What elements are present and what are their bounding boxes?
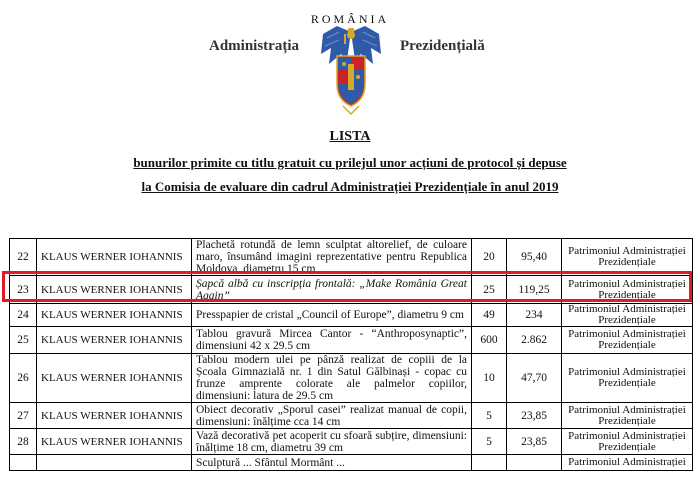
item-destination: Patrimoniul Administrației Prezidențiale xyxy=(562,304,693,327)
item-destination: Patrimoniul Administrației Prezidențiale xyxy=(562,239,693,276)
item-quantity: 5 xyxy=(472,403,507,429)
item-value xyxy=(507,455,562,471)
document-subtitle-line1: bunurilor primite cu titlu gratuit cu prilejul unor acțiuni de protocol și depuse xyxy=(133,155,567,170)
table-row xyxy=(10,403,693,429)
row-number: 25 xyxy=(10,327,37,354)
recipient-name: KLAUS WERNER IOHANNIS xyxy=(37,327,192,354)
row-number: 23 xyxy=(10,276,37,304)
item-description: Sculptură ... Sfântul Mormânt ... xyxy=(192,455,472,471)
item-value: 95,40 xyxy=(507,239,562,276)
item-destination: Patrimoniul Administrației Prezidențiale xyxy=(562,276,693,304)
item-destination: Patrimoniul Administrației xyxy=(562,455,693,471)
item-quantity: 49 xyxy=(472,304,507,327)
table-row xyxy=(10,354,693,403)
table-row xyxy=(10,304,693,327)
institution-name-right: Prezidențială xyxy=(400,38,485,54)
item-description: Tablou gravură Mircea Cantor - “Anthroposynaptic”, dimensiuni 42 x 29.5 cm xyxy=(192,327,472,354)
row-number: 22 xyxy=(10,239,37,276)
country-name: ROMÂNIA xyxy=(310,12,390,26)
coat-of-arms-icon xyxy=(317,24,385,116)
item-description: Plachetă rotundă de lemn sculptat altorelief, de culoare maro, însumând imagini reprezentative pentru Republica Moldova, diametru 15 cm xyxy=(192,239,472,276)
document-subtitle-line2: la Comisia de evaluare din cadrul Administrației Prezidențiale în anul 2019 xyxy=(141,179,559,194)
item-quantity: 10 xyxy=(472,354,507,403)
item-quantity: 25 xyxy=(472,276,507,304)
item-destination: Patrimoniul Administrației Prezidențiale xyxy=(562,327,693,354)
item-description: Vază decorativă pet acoperit cu sfoară subțire, dimensiuni: înălțime 18 cm, diametru 39 cm xyxy=(192,429,472,455)
item-quantity: 5 xyxy=(472,429,507,455)
recipient-name: KLAUS WERNER IOHANNIS xyxy=(37,429,192,455)
item-quantity: 600 xyxy=(472,327,507,354)
recipient-name: KLAUS WERNER IOHANNIS xyxy=(37,276,192,304)
item-destination: Patrimoniul Administrației Prezidențiale xyxy=(562,403,693,429)
document-title: LISTA xyxy=(329,129,371,144)
row-number: 24 xyxy=(10,304,37,327)
gifts-table-container xyxy=(9,238,692,469)
recipient-name: KLAUS WERNER IOHANNIS xyxy=(37,403,192,429)
item-quantity: 20 xyxy=(472,239,507,276)
item-value: 23,85 xyxy=(507,429,562,455)
item-value: 47,70 xyxy=(507,354,562,403)
item-quantity xyxy=(472,455,507,471)
recipient-name: KLAUS WERNER IOHANNIS xyxy=(37,239,192,276)
row-number xyxy=(10,455,37,471)
table-row xyxy=(10,239,693,276)
item-description: Tablou modern ulei pe pânză realizat de copiii de la Școala Gimnazială nr. 1 din Satul Gălbinași - copac cu frunze amprente colorate ale palmelor copiilor, dimensiuni: latura de 29.5 cm xyxy=(192,354,472,403)
table-row xyxy=(10,327,693,354)
recipient-name xyxy=(37,455,192,471)
institution-name-left: Administrația xyxy=(209,38,299,54)
item-value: 23,85 xyxy=(507,403,562,429)
recipient-name: KLAUS WERNER IOHANNIS xyxy=(37,304,192,327)
row-number: 26 xyxy=(10,354,37,403)
item-description: Șapcă albă cu inscripția frontală: „Make România Great Again” xyxy=(192,276,472,304)
table-row-partial xyxy=(10,455,693,471)
table-row xyxy=(10,429,693,455)
recipient-name: KLAUS WERNER IOHANNIS xyxy=(37,354,192,403)
item-description: Presspapier de cristal „Council of Europe”, diametru 9 cm xyxy=(192,304,472,327)
item-destination: Patrimoniul Administrației Prezidențiale xyxy=(562,354,693,403)
item-value: 119,25 xyxy=(507,276,562,304)
highlight-box xyxy=(2,271,692,302)
item-destination: Patrimoniul Administrației Prezidențiale xyxy=(562,429,693,455)
item-value: 234 xyxy=(507,304,562,327)
item-value: 2.862 xyxy=(507,327,562,354)
row-number: 27 xyxy=(10,403,37,429)
item-description: Obiect decorativ „Sporul casei” realizat manual de copii, dimensiuni: înălțime cca 14 cm xyxy=(192,403,472,429)
row-number: 28 xyxy=(10,429,37,455)
